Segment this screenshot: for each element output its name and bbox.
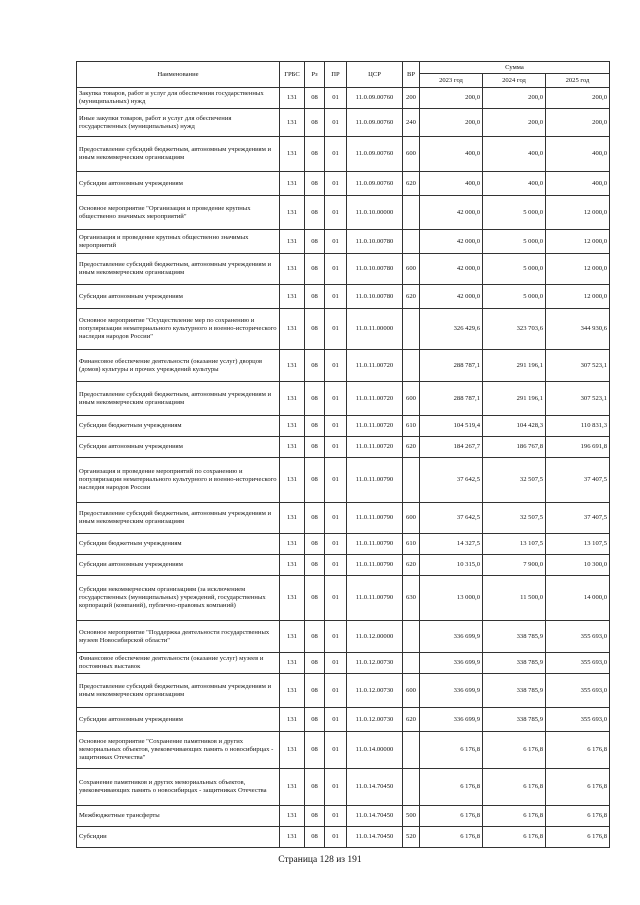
cell-name: Субсидии бюджетным учреждениям (77, 416, 280, 437)
cell-rz: 08 (305, 416, 325, 437)
header-2024: 2024 год (483, 74, 546, 88)
cell-csr: 11.0.11.00790 (347, 503, 403, 534)
cell-y2025: 12 000,0 (546, 285, 610, 309)
cell-pr: 01 (325, 254, 347, 285)
cell-csr: 11.0.11.00790 (347, 576, 403, 621)
table-row (77, 674, 610, 708)
cell-rz: 08 (305, 555, 325, 576)
cell-y2024: 5 000,0 (483, 196, 546, 230)
cell-y2023: 42 000,0 (420, 254, 483, 285)
cell-pr: 01 (325, 555, 347, 576)
header-pr: ПР (325, 62, 347, 88)
cell-grbs: 131 (280, 109, 305, 137)
cell-y2024: 400,0 (483, 172, 546, 196)
cell-y2025: 37 407,5 (546, 503, 610, 534)
table-row (77, 555, 610, 576)
cell-csr: 11.0.12.00000 (347, 621, 403, 653)
cell-rz: 08 (305, 769, 325, 806)
cell-csr: 11.0.11.00720 (347, 350, 403, 382)
cell-y2023: 336 699,9 (420, 674, 483, 708)
cell-name: Основное мероприятие "Сохранение памятников и других мемориальных объектов, увековечивающих память о новосибирцах - защитниках Отечества" (77, 732, 280, 769)
cell-name: Субсидии автономным учреждениям (77, 555, 280, 576)
cell-y2025: 355 693,0 (546, 653, 610, 674)
cell-y2024: 6 176,8 (483, 732, 546, 769)
cell-y2023: 336 699,9 (420, 621, 483, 653)
cell-y2025: 13 107,5 (546, 534, 610, 555)
cell-pr: 01 (325, 503, 347, 534)
cell-pr: 01 (325, 309, 347, 350)
table-row (77, 416, 610, 437)
cell-pr: 01 (325, 137, 347, 172)
cell-vr: 600 (403, 674, 420, 708)
header-name: Наименование (77, 62, 280, 88)
cell-rz: 08 (305, 732, 325, 769)
cell-y2025: 12 000,0 (546, 254, 610, 285)
cell-rz: 08 (305, 382, 325, 416)
cell-y2025: 355 693,0 (546, 674, 610, 708)
cell-y2023: 42 000,0 (420, 230, 483, 254)
table-row (77, 230, 610, 254)
cell-rz: 08 (305, 503, 325, 534)
cell-pr: 01 (325, 806, 347, 827)
cell-csr: 11.0.09.00760 (347, 109, 403, 137)
cell-pr: 01 (325, 416, 347, 437)
cell-rz: 08 (305, 309, 325, 350)
cell-rz: 08 (305, 576, 325, 621)
cell-pr: 01 (325, 708, 347, 732)
cell-grbs: 131 (280, 576, 305, 621)
cell-y2023: 288 787,1 (420, 382, 483, 416)
cell-vr (403, 621, 420, 653)
cell-y2023: 104 519,4 (420, 416, 483, 437)
cell-pr: 01 (325, 382, 347, 416)
cell-csr: 11.0.10.00780 (347, 230, 403, 254)
cell-vr (403, 769, 420, 806)
cell-y2023: 37 642,5 (420, 503, 483, 534)
cell-pr: 01 (325, 458, 347, 503)
cell-y2023: 400,0 (420, 172, 483, 196)
cell-grbs: 131 (280, 708, 305, 732)
cell-grbs: 131 (280, 458, 305, 503)
cell-y2025: 6 176,8 (546, 732, 610, 769)
cell-grbs: 131 (280, 382, 305, 416)
table-row (77, 503, 610, 534)
cell-pr: 01 (325, 576, 347, 621)
cell-y2023: 336 699,9 (420, 653, 483, 674)
cell-csr: 11.0.11.00000 (347, 309, 403, 350)
cell-name: Организация и проведение крупных общественно значимых мероприятий (77, 230, 280, 254)
cell-y2023: 13 000,0 (420, 576, 483, 621)
cell-pr: 01 (325, 674, 347, 708)
cell-vr (403, 196, 420, 230)
cell-y2025: 6 176,8 (546, 806, 610, 827)
cell-vr: 610 (403, 534, 420, 555)
table-row (77, 285, 610, 309)
cell-grbs: 131 (280, 769, 305, 806)
cell-rz: 08 (305, 621, 325, 653)
cell-csr: 11.0.14.70450 (347, 806, 403, 827)
cell-y2024: 338 785,9 (483, 653, 546, 674)
table-row (77, 382, 610, 416)
cell-csr: 11.0.10.00000 (347, 196, 403, 230)
cell-y2023: 14 327,5 (420, 534, 483, 555)
cell-vr: 200 (403, 88, 420, 109)
cell-csr: 11.0.09.00760 (347, 88, 403, 109)
cell-vr: 630 (403, 576, 420, 621)
cell-y2024: 338 785,9 (483, 708, 546, 732)
budget-table (76, 61, 610, 848)
table-row (77, 350, 610, 382)
cell-name: Предоставление субсидий бюджетным, автономным учреждениям и иным некоммерческим организациям (77, 254, 280, 285)
cell-y2024: 13 107,5 (483, 534, 546, 555)
cell-y2024: 6 176,8 (483, 827, 546, 848)
cell-name: Предоставление субсидий бюджетным, автономным учреждениям и иным некоммерческим организациям (77, 382, 280, 416)
cell-rz: 08 (305, 109, 325, 137)
cell-pr: 01 (325, 621, 347, 653)
cell-rz: 08 (305, 534, 325, 555)
cell-csr: 11.0.14.00000 (347, 732, 403, 769)
cell-y2023: 42 000,0 (420, 196, 483, 230)
cell-rz: 08 (305, 674, 325, 708)
cell-vr (403, 230, 420, 254)
cell-y2025: 14 000,0 (546, 576, 610, 621)
cell-grbs: 131 (280, 350, 305, 382)
cell-y2023: 6 176,8 (420, 827, 483, 848)
cell-pr: 01 (325, 230, 347, 254)
cell-y2025: 307 523,1 (546, 350, 610, 382)
cell-rz: 08 (305, 88, 325, 109)
cell-y2023: 200,0 (420, 109, 483, 137)
cell-y2024: 7 900,0 (483, 555, 546, 576)
cell-csr: 11.0.09.00760 (347, 172, 403, 196)
cell-y2023: 326 429,6 (420, 309, 483, 350)
cell-rz: 08 (305, 437, 325, 458)
cell-rz: 08 (305, 172, 325, 196)
cell-csr: 11.0.12.00730 (347, 653, 403, 674)
cell-pr: 01 (325, 827, 347, 848)
table-row (77, 172, 610, 196)
cell-vr: 240 (403, 109, 420, 137)
cell-vr: 620 (403, 172, 420, 196)
cell-name: Основное мероприятие "Организация и проведение крупных общественно значимых мероприятий" (77, 196, 280, 230)
header-vr: ВР (403, 62, 420, 88)
cell-pr: 01 (325, 172, 347, 196)
table-row (77, 109, 610, 137)
cell-name: Предоставление субсидий бюджетным, автономным учреждениям и иным некоммерческим организациям (77, 674, 280, 708)
cell-rz: 08 (305, 230, 325, 254)
cell-rz: 08 (305, 653, 325, 674)
cell-csr: 11.0.11.00790 (347, 555, 403, 576)
cell-rz: 08 (305, 827, 325, 848)
cell-pr: 01 (325, 88, 347, 109)
cell-vr (403, 732, 420, 769)
cell-vr: 620 (403, 285, 420, 309)
cell-grbs: 131 (280, 309, 305, 350)
cell-y2023: 288 787,1 (420, 350, 483, 382)
cell-pr: 01 (325, 732, 347, 769)
cell-name: Финансовое обеспечение деятельности (оказание услуг) музеев и постоянных выставок (77, 653, 280, 674)
cell-y2025: 307 523,1 (546, 382, 610, 416)
cell-grbs: 131 (280, 254, 305, 285)
cell-name: Предоставление субсидий бюджетным, автономным учреждениям и иным некоммерческим организациям (77, 137, 280, 172)
cell-grbs: 131 (280, 172, 305, 196)
cell-y2023: 6 176,8 (420, 806, 483, 827)
cell-grbs: 131 (280, 534, 305, 555)
cell-y2023: 6 176,8 (420, 769, 483, 806)
cell-y2023: 42 000,0 (420, 285, 483, 309)
table-row (77, 576, 610, 621)
cell-grbs: 131 (280, 806, 305, 827)
cell-name: Субсидии (77, 827, 280, 848)
cell-y2024: 291 196,1 (483, 350, 546, 382)
cell-vr: 520 (403, 827, 420, 848)
cell-y2024: 5 000,0 (483, 285, 546, 309)
cell-grbs: 131 (280, 732, 305, 769)
cell-csr: 11.0.10.00780 (347, 254, 403, 285)
header-2023: 2023 год (420, 74, 483, 88)
cell-vr: 620 (403, 708, 420, 732)
cell-grbs: 131 (280, 137, 305, 172)
cell-y2024: 6 176,8 (483, 769, 546, 806)
cell-y2025: 196 691,8 (546, 437, 610, 458)
cell-pr: 01 (325, 437, 347, 458)
cell-name: Субсидии некоммерческим организациям (за исключением государственных (муниципальных) учреждений, государственных корпораций (компаний), публично-правовых компаний) (77, 576, 280, 621)
cell-vr: 500 (403, 806, 420, 827)
cell-y2024: 200,0 (483, 88, 546, 109)
cell-y2023: 37 642,5 (420, 458, 483, 503)
cell-y2025: 200,0 (546, 88, 610, 109)
cell-y2025: 6 176,8 (546, 827, 610, 848)
table-row (77, 806, 610, 827)
cell-name: Организация и проведение мероприятий по сохранению и популяризации нематериального культурного и военно-исторического наследия народов России (77, 458, 280, 503)
cell-rz: 08 (305, 137, 325, 172)
cell-y2024: 6 176,8 (483, 806, 546, 827)
cell-pr: 01 (325, 109, 347, 137)
cell-y2023: 336 699,9 (420, 708, 483, 732)
table-row (77, 437, 610, 458)
table-row (77, 88, 610, 109)
cell-grbs: 131 (280, 621, 305, 653)
table-row (77, 534, 610, 555)
cell-y2024: 338 785,9 (483, 621, 546, 653)
cell-grbs: 131 (280, 653, 305, 674)
table-row (77, 827, 610, 848)
cell-pr: 01 (325, 196, 347, 230)
cell-vr (403, 309, 420, 350)
header-sum: Сумма (420, 62, 610, 74)
cell-rz: 08 (305, 285, 325, 309)
cell-y2023: 200,0 (420, 88, 483, 109)
cell-vr: 620 (403, 437, 420, 458)
cell-y2025: 400,0 (546, 137, 610, 172)
cell-name: Иные закупки товаров, работ и услуг для обеспечения государственных (муниципальных) нужд (77, 109, 280, 137)
cell-rz: 08 (305, 254, 325, 285)
page-footer: Страница 128 из 191 (278, 855, 362, 865)
cell-name: Субсидии автономным учреждениям (77, 285, 280, 309)
table-row (77, 621, 610, 653)
cell-y2024: 323 703,6 (483, 309, 546, 350)
cell-csr: 11.0.12.00730 (347, 708, 403, 732)
cell-name: Сохранение памятников и других мемориальных объектов, увековечивающих память о новосибирцах - защитниках Отечества (77, 769, 280, 806)
cell-name: Основное мероприятие "Поддержка деятельности государственных музеев Новосибирской области" (77, 621, 280, 653)
cell-csr: 11.0.11.00720 (347, 437, 403, 458)
cell-grbs: 131 (280, 88, 305, 109)
table-row (77, 653, 610, 674)
cell-grbs: 131 (280, 555, 305, 576)
cell-grbs: 131 (280, 437, 305, 458)
cell-grbs: 131 (280, 230, 305, 254)
cell-y2023: 10 315,0 (420, 555, 483, 576)
table-row (77, 137, 610, 172)
cell-y2025: 200,0 (546, 109, 610, 137)
cell-vr (403, 458, 420, 503)
cell-vr: 600 (403, 137, 420, 172)
cell-grbs: 131 (280, 674, 305, 708)
cell-csr: 11.0.14.70450 (347, 769, 403, 806)
cell-vr (403, 653, 420, 674)
cell-rz: 08 (305, 196, 325, 230)
cell-y2025: 355 693,0 (546, 708, 610, 732)
header-grbs: ГРБС (280, 62, 305, 88)
cell-name: Предоставление субсидий бюджетным, автономным учреждениям и иным некоммерческим организациям (77, 503, 280, 534)
cell-y2025: 6 176,8 (546, 769, 610, 806)
cell-grbs: 131 (280, 503, 305, 534)
cell-name: Основное мероприятие "Осуществление мер по сохранению и популяризации нематериального культурного и военно-исторического наследия народов России" (77, 309, 280, 350)
cell-y2024: 5 000,0 (483, 254, 546, 285)
table-row (77, 458, 610, 503)
cell-rz: 08 (305, 708, 325, 732)
cell-y2024: 32 507,5 (483, 458, 546, 503)
cell-y2023: 184 267,7 (420, 437, 483, 458)
cell-y2024: 200,0 (483, 109, 546, 137)
cell-name: Субсидии бюджетным учреждениям (77, 534, 280, 555)
cell-y2025: 12 000,0 (546, 196, 610, 230)
cell-vr: 600 (403, 503, 420, 534)
cell-rz: 08 (305, 350, 325, 382)
cell-y2025: 344 930,6 (546, 309, 610, 350)
table-row (77, 196, 610, 230)
cell-y2024: 400,0 (483, 137, 546, 172)
table-row (77, 769, 610, 806)
cell-y2025: 12 000,0 (546, 230, 610, 254)
cell-y2025: 355 693,0 (546, 621, 610, 653)
cell-vr: 610 (403, 416, 420, 437)
cell-csr: 11.0.11.00720 (347, 416, 403, 437)
cell-name: Субсидии автономным учреждениям (77, 172, 280, 196)
cell-vr: 600 (403, 382, 420, 416)
cell-y2025: 400,0 (546, 172, 610, 196)
cell-csr: 11.0.11.00720 (347, 382, 403, 416)
cell-name: Закупка товаров, работ и услуг для обеспечения государственных (муниципальных) нужд (77, 88, 280, 109)
cell-csr: 11.0.11.00790 (347, 534, 403, 555)
cell-y2024: 186 767,8 (483, 437, 546, 458)
cell-y2024: 338 785,9 (483, 674, 546, 708)
cell-csr: 11.0.12.00730 (347, 674, 403, 708)
cell-vr: 600 (403, 254, 420, 285)
cell-name: Субсидии автономным учреждениям (77, 437, 280, 458)
cell-pr: 01 (325, 653, 347, 674)
cell-grbs: 131 (280, 827, 305, 848)
cell-csr: 11.0.10.00780 (347, 285, 403, 309)
cell-y2024: 104 428,3 (483, 416, 546, 437)
header-rz: Рз (305, 62, 325, 88)
cell-rz: 08 (305, 806, 325, 827)
table-row (77, 708, 610, 732)
cell-y2023: 400,0 (420, 137, 483, 172)
cell-vr: 620 (403, 555, 420, 576)
header-csr: ЦСР (347, 62, 403, 88)
cell-name: Финансовое обеспечение деятельности (оказание услуг) дворцов (домов) культуры и прочих учреждений культуры (77, 350, 280, 382)
cell-y2025: 10 300,0 (546, 555, 610, 576)
table-row (77, 254, 610, 285)
table-row (77, 309, 610, 350)
cell-y2024: 291 196,1 (483, 382, 546, 416)
cell-grbs: 131 (280, 285, 305, 309)
table-row (77, 732, 610, 769)
cell-pr: 01 (325, 285, 347, 309)
cell-name: Межбюджетные трансферты (77, 806, 280, 827)
cell-name: Субсидии автономным учреждениям (77, 708, 280, 732)
cell-y2024: 32 507,5 (483, 503, 546, 534)
cell-csr: 11.0.14.70450 (347, 827, 403, 848)
cell-pr: 01 (325, 534, 347, 555)
cell-y2024: 11 500,0 (483, 576, 546, 621)
cell-csr: 11.0.09.00760 (347, 137, 403, 172)
header-2025: 2025 год (546, 74, 610, 88)
cell-pr: 01 (325, 350, 347, 382)
cell-grbs: 131 (280, 416, 305, 437)
cell-rz: 08 (305, 458, 325, 503)
cell-y2025: 110 831,3 (546, 416, 610, 437)
cell-csr: 11.0.11.00790 (347, 458, 403, 503)
cell-y2025: 37 407,5 (546, 458, 610, 503)
cell-pr: 01 (325, 769, 347, 806)
cell-grbs: 131 (280, 196, 305, 230)
cell-y2024: 5 000,0 (483, 230, 546, 254)
cell-vr (403, 350, 420, 382)
cell-y2023: 6 176,8 (420, 732, 483, 769)
